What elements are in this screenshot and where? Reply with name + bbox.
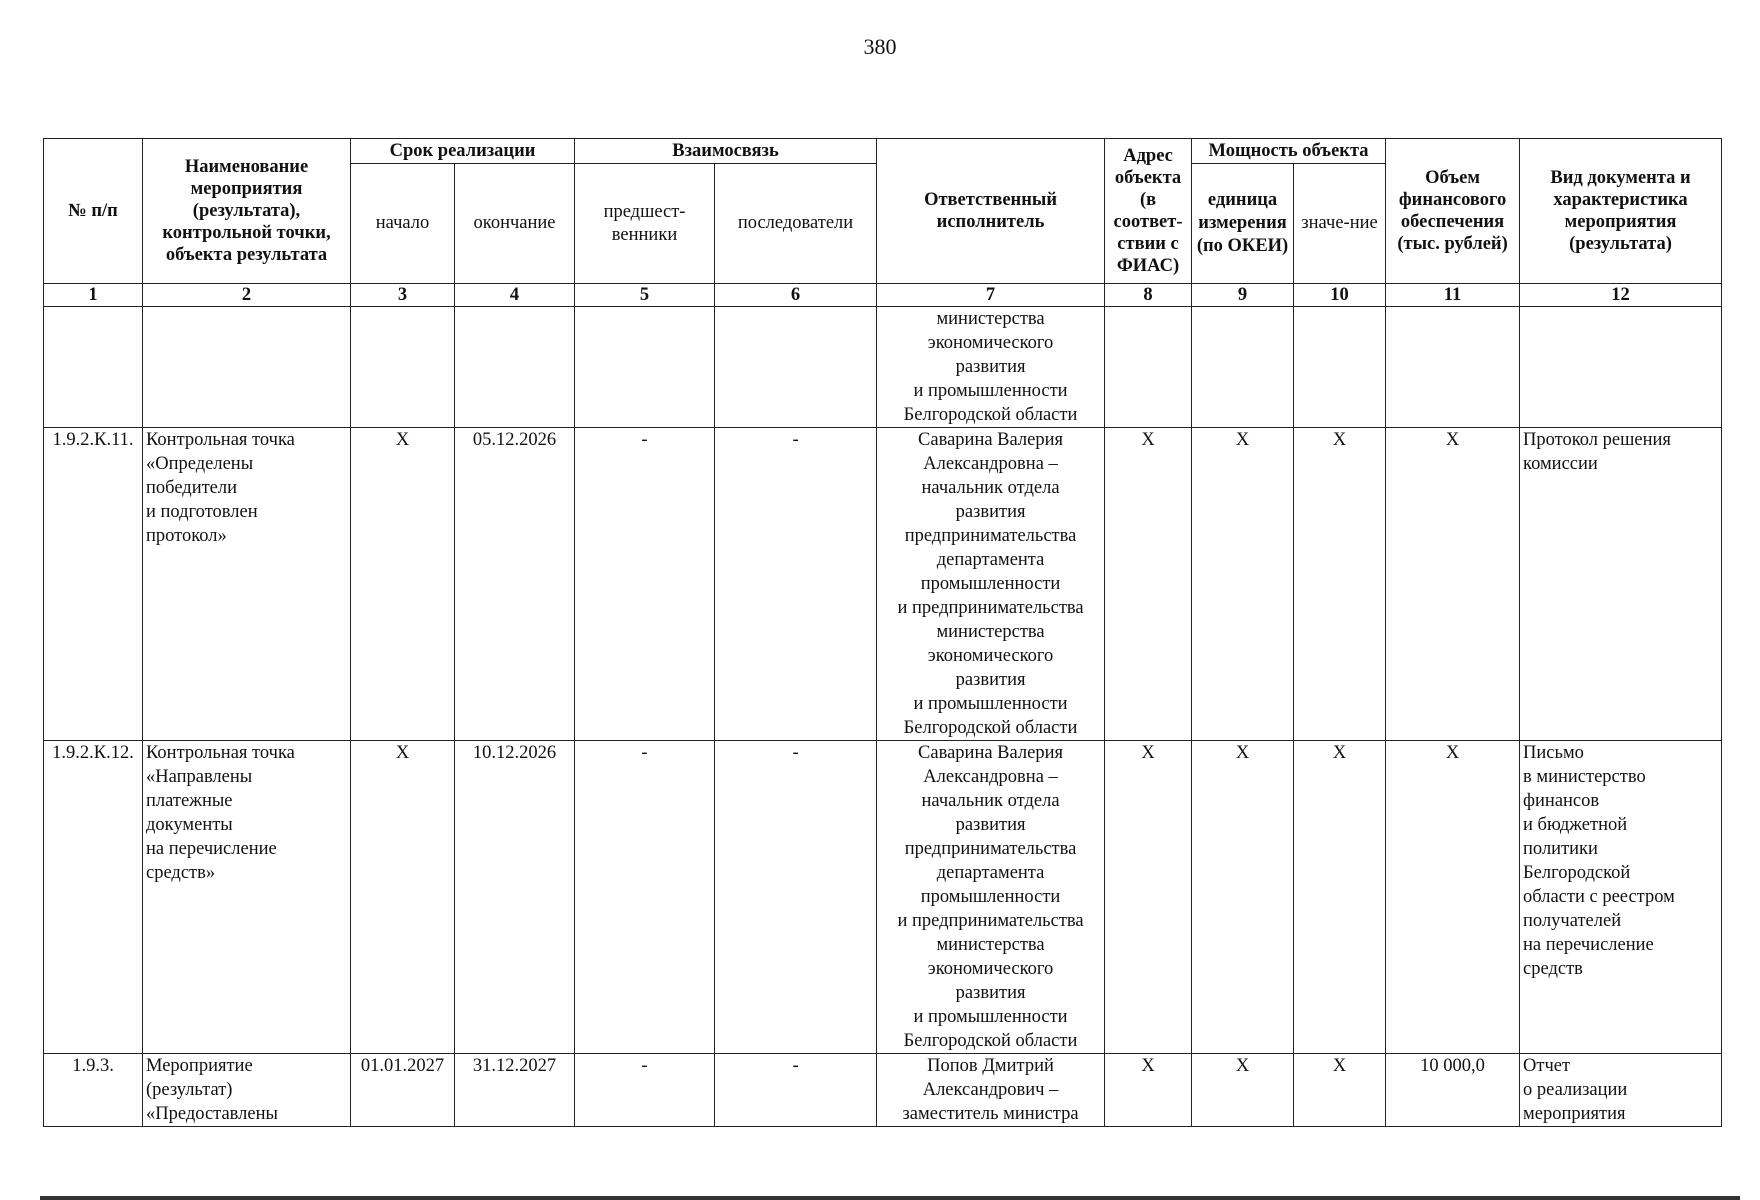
- plan-table: [43, 138, 1722, 1127]
- event-name: Мероприятие (результат) «Предоставлены: [143, 1054, 351, 1127]
- document-type: [1520, 307, 1722, 428]
- responsible-person: Саварина Валерия Александровна – начальник отдела развития предпринимательства департамента промышленности и предпринимательства министерства экономического развития и промышленности Белгородской области: [877, 741, 1105, 1054]
- event-name: [143, 307, 351, 428]
- finance-volume: 10 000,0: [1386, 1054, 1520, 1127]
- start-date: X: [351, 428, 455, 741]
- column-number: 11: [1386, 284, 1520, 307]
- table-row: [44, 741, 1722, 1054]
- object-address: X: [1105, 428, 1192, 741]
- end-date: [455, 307, 575, 428]
- document-type: Протокол решения комиссии: [1520, 428, 1722, 741]
- header-finance: Объем финансового обеспечения (тыс. рублей): [1386, 139, 1520, 284]
- row-number: 1.9.2.К.12.: [44, 741, 143, 1054]
- column-number: 3: [351, 284, 455, 307]
- page-number: 380: [863, 34, 897, 59]
- start-date: X: [351, 741, 455, 1054]
- header-followers: последователи: [715, 164, 877, 284]
- predecessors: -: [575, 428, 715, 741]
- header-value: значе-ние: [1294, 164, 1386, 284]
- header-unit: единица измерения (по ОКЕИ): [1192, 164, 1294, 284]
- capacity-unit: X: [1192, 428, 1294, 741]
- predecessors: -: [575, 1054, 715, 1127]
- column-number: 5: [575, 284, 715, 307]
- column-number-row: [44, 284, 1722, 307]
- column-number: 10: [1294, 284, 1386, 307]
- row-number: 1.9.3.: [44, 1054, 143, 1127]
- capacity-unit: X: [1192, 1054, 1294, 1127]
- capacity-value: [1294, 307, 1386, 428]
- row-number: [44, 307, 143, 428]
- object-address: X: [1105, 741, 1192, 1054]
- table-row: [44, 1054, 1722, 1127]
- header-link-group: Взаимосвязь: [575, 139, 877, 164]
- page-bottom-rule: [40, 1196, 1740, 1200]
- column-number: 6: [715, 284, 877, 307]
- column-number: 12: [1520, 284, 1722, 307]
- object-address: [1105, 307, 1192, 428]
- row-number: 1.9.2.К.11.: [44, 428, 143, 741]
- header-term-group: Срок реализации: [351, 139, 575, 164]
- finance-volume: [1386, 307, 1520, 428]
- responsible-person: Саварина Валерия Александровна – начальник отдела развития предпринимательства департамента промышленности и предпринимательства министерства экономического развития и промышленности Белгородской области: [877, 428, 1105, 741]
- header-num: № п/п: [44, 139, 143, 284]
- column-number: 7: [877, 284, 1105, 307]
- followers: -: [715, 741, 877, 1054]
- capacity-unit: X: [1192, 741, 1294, 1054]
- start-date: 01.01.2027: [351, 1054, 455, 1127]
- followers: -: [715, 428, 877, 741]
- event-name: Контрольная точка «Определены победители и подготовлен протокол»: [143, 428, 351, 741]
- header-doc-type: Вид документа и характеристика мероприятия (результата): [1520, 139, 1722, 284]
- header-predecessors: предшест-венники: [575, 164, 715, 284]
- header-start: начало: [351, 164, 455, 284]
- column-number: 8: [1105, 284, 1192, 307]
- capacity-value: X: [1294, 1054, 1386, 1127]
- predecessors: [575, 307, 715, 428]
- document-type: Письмо в министерство финансов и бюджетной политики Белгородской области с реестром получателей на перечисление средств: [1520, 741, 1722, 1054]
- table-row: [44, 307, 1722, 428]
- end-date: 31.12.2027: [455, 1054, 575, 1127]
- column-number: 2: [143, 284, 351, 307]
- document-type: Отчет о реализации мероприятия: [1520, 1054, 1722, 1127]
- finance-volume: X: [1386, 741, 1520, 1054]
- predecessors: -: [575, 741, 715, 1054]
- header-address: Адрес объекта (в соответ-ствии с ФИАС): [1105, 139, 1192, 284]
- event-name: Контрольная точка «Направлены платежные документы на перечисление средств»: [143, 741, 351, 1054]
- finance-volume: X: [1386, 428, 1520, 741]
- responsible-person: Попов Дмитрий Александрович – заместитель министра: [877, 1054, 1105, 1127]
- header-capacity-group: Мощность объекта: [1192, 139, 1386, 164]
- end-date: 10.12.2026: [455, 741, 575, 1054]
- responsible-person: министерства экономического развития и промышленности Белгородской области: [877, 307, 1105, 428]
- header-end: окончание: [455, 164, 575, 284]
- end-date: 05.12.2026: [455, 428, 575, 741]
- column-number: 1: [44, 284, 143, 307]
- object-address: X: [1105, 1054, 1192, 1127]
- column-number: 4: [455, 284, 575, 307]
- table-row: [44, 428, 1722, 741]
- start-date: [351, 307, 455, 428]
- header-name: Наименование мероприятия (результата), контрольной точки, объекта результата: [143, 139, 351, 284]
- capacity-value: X: [1294, 428, 1386, 741]
- followers: [715, 307, 877, 428]
- column-number: 9: [1192, 284, 1294, 307]
- capacity-value: X: [1294, 741, 1386, 1054]
- header-responsible: Ответственный исполнитель: [877, 139, 1105, 284]
- capacity-unit: [1192, 307, 1294, 428]
- followers: -: [715, 1054, 877, 1127]
